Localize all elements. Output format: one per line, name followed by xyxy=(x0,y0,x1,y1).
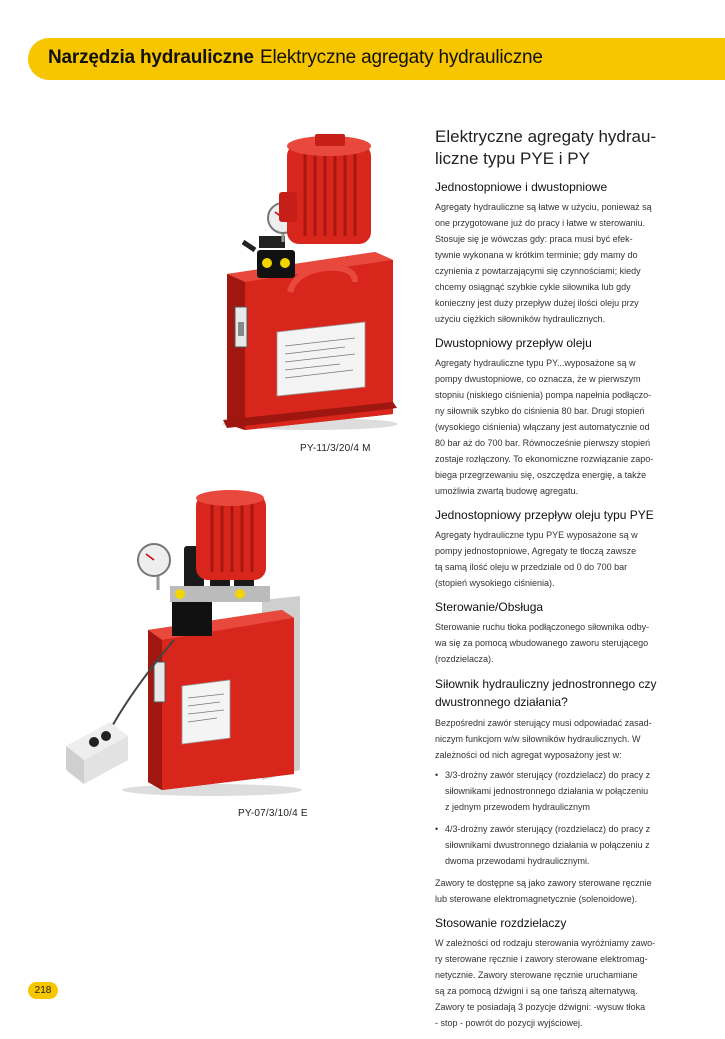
section-text-2: Agregaty hydrauliczne typu PY...wyposażone są w pompy dwustopniowe, co oznacza, że w pierwszym stopniu (niskiego ciśnienia) pompa napełnia podłączo- ny siłownik szybko do ciśnienia 80 bar. Drugi stopień (wysokiego ciśnienia) włączany jest automatycznie od 80 bar aż do 700 bar. Równocześnie pierwszy stopień zostaje rozłączony. To ekonomiczne rozwiązanie zapo- biega przegrzewaniu się, oszczędza energię, a także umożliwia zwartą budowę agregatu. xyxy=(435,358,654,496)
section-text-5-outro: Zawory te dostępne są jako zawory sterowane ręcznie lub sterowane elektromagnetycznie (solenoidowe). xyxy=(435,878,652,904)
section-heading-6: Stosowanie rozdzielaczy xyxy=(435,916,567,930)
section-heading-3: Jednostopniowy przepływ oleju typu PYE xyxy=(435,508,654,522)
product-image-py-11 xyxy=(215,132,400,432)
valve-list xyxy=(435,767,657,869)
section-text-5-intro: Bezpośredni zawór sterujący musi odpowiadać zasad- niczym funkcjom w/w siłowników hydraulicznych. W zależności od nich agregat wyposażony jest w: xyxy=(435,718,652,760)
header-subtitle: Elektryczne agregaty hydrauliczne xyxy=(260,47,543,68)
product-image-py-07 xyxy=(62,490,312,800)
header-bar xyxy=(28,38,725,80)
section-heading-5: Siłownik hydrauliczny jednostronnego czy dwustronnego działania? xyxy=(435,677,657,709)
page-number: 218 xyxy=(28,982,58,999)
image-caption-2: PY-07/3/10/4 E xyxy=(238,808,308,819)
section-heading-4: Sterowanie/Obsługa xyxy=(435,600,544,614)
article xyxy=(435,126,657,1039)
list-item: • 4/3-drożny zawór sterujący (rozdzielacz) do pracy z siłownikami dwustronnego działania w połączeniu z dwoma przewodami hydraulicznymi. xyxy=(435,821,657,869)
section-text-4: Sterowanie ruchu tłoka podłączonego siłownika odby- wa się za pomocą wbudowanego zaworu sterującego (rozdzielacza). xyxy=(435,622,650,664)
list-item: • 3/3-drożny zawór sterujący (rozdzielacz) do pracy z siłownikami jednostronnego działania w połączeniu z jednym przewodem hydraulicznym xyxy=(435,767,657,815)
section-heading-1: Jednostopniowe i dwustopniowe xyxy=(435,180,608,194)
header-category: Narzędzia hydrauliczne xyxy=(48,47,254,68)
section-text-6: W zależności od rodzaju sterowania wyróżniamy zawo- ry sterowane ręcznie i zawory sterowane elektromag- netycznie. Zawory sterowane ręcznie uruchamiane są za pomocą dźwigni i są one tańszą alternatywą. Zawory te posiadają 3 pozycje dźwigni: -wysuw tłoka - stop - powrót do pozycji wyjściowej. xyxy=(435,938,656,1028)
image-caption-1: PY-11/3/20/4 M xyxy=(300,443,371,454)
section-heading-2: Dwustopniowy przepływ oleju xyxy=(435,336,592,350)
article-title: Elektryczne agregaty hydrau- liczne typu PYE i PY xyxy=(435,127,657,168)
section-text-1: Agregaty hydrauliczne są łatwe w użyciu, ponieważ są one przygotowane już do pracy i łatwe w sterowaniu. Stosuje się je wówczas gdy: praca musi być efek- tywnie wykonana w krótkim terminie; gdy mamy do czynienia z powtarzającymi się czynnościami; kiedy chcemy osiągnąć szybkie cykle siłownika lub gdy konieczny jest duży przepływ dużej ilości oleju przy użyciu ciężkich siłowników hydraulicznych. xyxy=(435,202,652,324)
section-text-3: Agregaty hydrauliczne typu PYE wyposażone są w pompy jednostopniowe, Agregaty te tłoczą zawsze tą samą ilość oleju w przedziale od 0 do 700 bar (stopień wysokiego ciśnienia). xyxy=(435,530,638,588)
